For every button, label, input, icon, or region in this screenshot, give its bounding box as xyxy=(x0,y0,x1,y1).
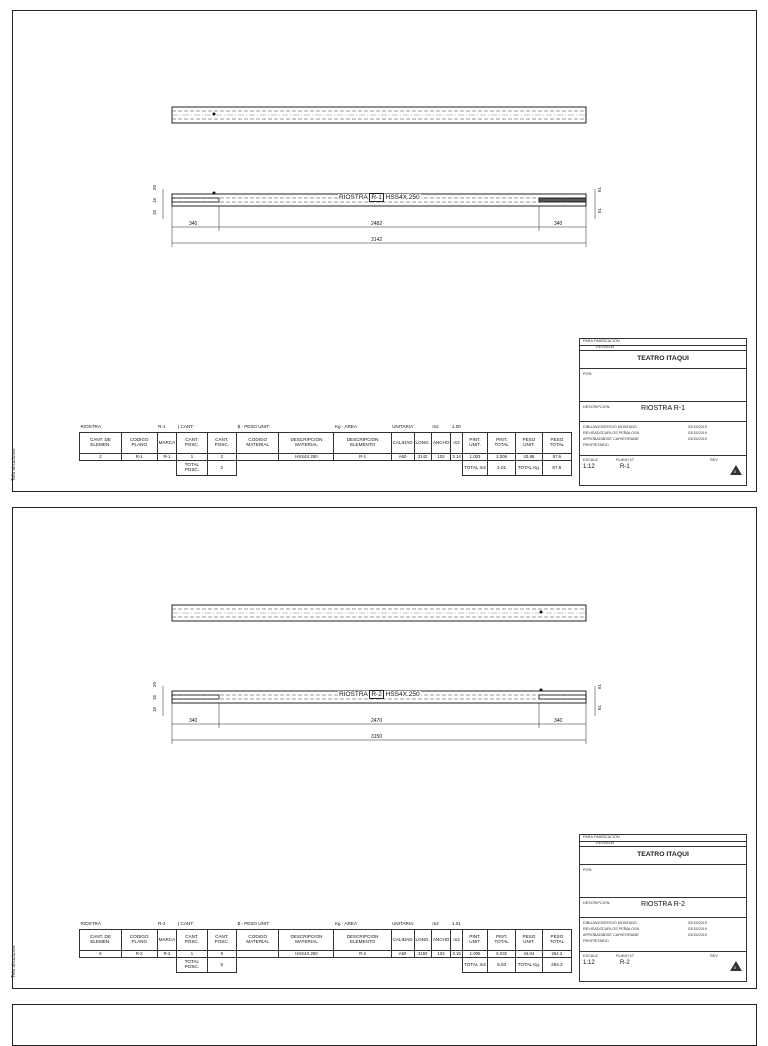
table-cell: HSS4X.250 xyxy=(279,454,334,461)
por-label: POR: xyxy=(583,372,593,376)
col-header: DESCRIPCION ELEMENTO xyxy=(334,433,391,454)
table-cell: 2 xyxy=(207,454,237,461)
member-label-text: RIOSTRA xyxy=(339,194,368,201)
tb-row-label: REVISADO xyxy=(583,927,603,931)
table-title: RIOSTRA xyxy=(80,919,158,930)
total-kg-label: TOTAL Kg. xyxy=(516,461,543,476)
col-header: PINT. UNIT. xyxy=(462,930,487,951)
col-header: LONG. xyxy=(414,930,431,951)
table-row xyxy=(80,454,572,461)
tb-name: JOSE CAPATORAME xyxy=(602,933,639,937)
total-m2-value: 2.01 xyxy=(488,461,516,476)
plano-label: PLANO N° xyxy=(616,954,635,958)
member-drawing xyxy=(13,508,756,808)
side-dim-right-2: 61 xyxy=(597,704,603,711)
col-header: PINT. TOTAL xyxy=(488,433,516,454)
col-header: CODIGO PLANO xyxy=(121,433,157,454)
col-header: m2 xyxy=(451,433,462,454)
col-header: CANT. POSC. xyxy=(207,930,237,951)
col-header: CALIDAD xyxy=(391,930,414,951)
member-mark: R-1 xyxy=(371,194,382,201)
table-cell: 3150 xyxy=(414,951,431,958)
table-cell xyxy=(237,951,279,958)
side-dim-left-1: 20 xyxy=(152,681,158,688)
side-dim-left-3: 16 xyxy=(152,706,158,713)
tb-date: 03/15/2019 xyxy=(688,431,708,435)
table-cell: R-1 xyxy=(334,454,391,461)
member-top-view xyxy=(172,107,586,123)
table-cell: 3142 xyxy=(414,454,431,461)
col-header: CODIGO MATERIAL xyxy=(237,930,279,951)
tb-row-label: DIBUJADO xyxy=(583,921,603,925)
col-header: LONG. xyxy=(414,433,431,454)
project-title: TEATRO ITAQUI xyxy=(637,851,689,858)
table-cell: 264.2 xyxy=(542,951,571,958)
member-drawing xyxy=(13,11,756,311)
table-cell: 6.032 xyxy=(488,951,516,958)
total-posc-value: 2 xyxy=(207,461,237,476)
drawing-sheet-2 xyxy=(12,507,757,989)
side-dim-right-1: 61 xyxy=(597,186,603,193)
table-mark: R-1 xyxy=(157,422,177,433)
description-label: DESCRIPCION: xyxy=(583,901,611,905)
table-cell: 1 xyxy=(177,951,207,958)
table-area-value: 1.01 xyxy=(451,919,488,930)
total-m2-label: TOTAL m2 xyxy=(462,958,487,973)
plano-value: R-1 xyxy=(620,464,630,470)
rev-value: 0 xyxy=(734,966,737,970)
table-peso: $ - PESO UNIT: xyxy=(237,422,334,433)
table-kg-area: Kg - AREA xyxy=(334,919,391,930)
col-header: PINT. TOTAL xyxy=(488,930,516,951)
table-kg-area: Kg - AREA xyxy=(334,422,391,433)
col-header: ANCHO xyxy=(431,433,451,454)
table-cell: R-2 xyxy=(157,951,177,958)
table-peso: $ - PESO UNIT: xyxy=(237,919,334,930)
col-header: PESO UNIT. xyxy=(516,930,543,951)
side-dim-right-1: 61 xyxy=(597,683,603,690)
col-header: CODIGO PLANO xyxy=(121,930,157,951)
title-block xyxy=(579,834,747,982)
tb-row-label: PROPIETARIO xyxy=(583,939,609,943)
plano-label: PLANO N° xyxy=(616,458,635,462)
tb-row-label: REVISADO xyxy=(583,431,603,435)
table-area-value: 1.00 xyxy=(451,422,488,433)
member-mark: R-2 xyxy=(371,691,382,698)
description-label: DESCRIPCION: xyxy=(583,405,611,409)
col-header: CANT. DE ELEMEN. xyxy=(80,930,122,951)
table-cell: 102 xyxy=(431,454,451,461)
dim-total: 3150 xyxy=(371,734,383,740)
material-table xyxy=(79,422,572,476)
tb-row-label: REVISION xyxy=(596,345,615,349)
dim-total: 3142 xyxy=(371,237,383,243)
col-header: CANT. POSC. xyxy=(207,433,237,454)
side-label: Tela structures xyxy=(11,448,17,481)
col-header: CANT. DE ELEMEN. xyxy=(80,433,122,454)
table-cell: 3.14 xyxy=(452,453,461,459)
col-header: DESCRIPCION MATERIAL xyxy=(279,930,334,951)
plano-value: R-2 xyxy=(620,960,630,966)
table-cell: 102 xyxy=(431,951,451,958)
por-label: POR: xyxy=(583,868,593,872)
tb-row-label: PROPIETARIO xyxy=(583,443,609,447)
tb-name: SERGIO MONTANO xyxy=(602,921,637,925)
drawing-sheet-3 xyxy=(12,1004,757,1046)
table-cant: ( CANT: xyxy=(177,919,237,930)
table-cell: R-1 xyxy=(157,454,177,461)
total-kg-label: TOTAL Kg. xyxy=(516,958,543,973)
project-title: TEATRO ITAQUI xyxy=(637,355,689,362)
title-block xyxy=(579,338,747,486)
table-cell: HSS4X.250 xyxy=(279,951,334,958)
table-cell: 1.005 xyxy=(462,951,487,958)
table-cell: 1.003 xyxy=(462,454,487,461)
col-header: CODIGO MATERIAL xyxy=(237,433,279,454)
side-label: Tela structures xyxy=(11,945,17,978)
total-m2-value: 6.03 xyxy=(488,958,516,973)
col-header: PESO TOTAL xyxy=(542,930,571,951)
table-cell: 6 xyxy=(207,951,237,958)
member-label-text: RIOSTRA xyxy=(339,691,368,698)
rev-label: REV. xyxy=(710,954,719,958)
dim-end-right: 340 xyxy=(554,221,563,227)
table-cell: R-1 xyxy=(121,454,157,461)
table-cell: A50 xyxy=(391,951,414,958)
side-dim-left-1: 20 xyxy=(152,184,158,191)
member-profile: HSS4X.250 xyxy=(385,691,420,698)
table-cell: 1 xyxy=(177,454,207,461)
tb-name: JOSE CAPATORAME xyxy=(602,437,639,441)
table-unitaria: UNITARIA: xyxy=(391,422,431,433)
escala-label: ESCALE xyxy=(583,954,598,958)
material-table xyxy=(79,919,572,973)
table-m2: m2 xyxy=(431,422,451,433)
total-posc-label: TOTAL POSC. xyxy=(177,461,207,476)
member-label xyxy=(338,691,421,698)
col-header: CANT. POSC. xyxy=(177,930,207,951)
side-dim-left-3: 16 xyxy=(152,209,158,216)
tb-row-label: REVISION xyxy=(596,841,615,845)
table-cell: A50 xyxy=(391,454,414,461)
side-dim-left-2: 16 xyxy=(152,197,158,204)
tb-row-label: PARA FABRICACION xyxy=(583,835,620,839)
col-header: CALIDAD xyxy=(391,433,414,454)
escala-value: 1:12 xyxy=(583,464,595,470)
member-label xyxy=(338,194,421,201)
member-profile: HSS4X.250 xyxy=(385,194,420,201)
tb-date: 03/15/2019 xyxy=(688,927,708,931)
table-cell: R-2 xyxy=(334,951,391,958)
tb-row-label: APROBADO xyxy=(583,933,605,937)
table-cell: 3.15 xyxy=(452,950,461,956)
tb-date: 03/15/2019 xyxy=(688,933,708,937)
table-cant: ( CANT: xyxy=(177,422,237,433)
tb-row-label: APROBADO xyxy=(583,437,605,441)
tb-date: 03/15/2019 xyxy=(688,425,708,429)
tb-row-label: PARA FABRICACION xyxy=(583,339,620,343)
total-posc-label: TOTAL POSC. xyxy=(177,958,207,973)
dim-middle: 2482 xyxy=(371,221,383,227)
table-cell: 6 xyxy=(80,951,122,958)
tb-date: 03/15/2019 xyxy=(688,921,708,925)
drawing-sheet-1 xyxy=(12,10,757,492)
table-cell: 43.88 xyxy=(516,454,543,461)
description: RIOSTRA R-2 xyxy=(641,901,685,908)
rev-value: 0 xyxy=(734,470,737,474)
table-mark: R-2 xyxy=(157,919,177,930)
col-header: DESCRIPCION MATERIAL xyxy=(279,433,334,454)
rev-label: REV. xyxy=(710,458,719,462)
dim-end-left: 340 xyxy=(189,221,198,227)
escala-value: 1:12 xyxy=(583,960,595,966)
total-posc-value: 6 xyxy=(207,958,237,973)
col-header: PINT. UNIT. xyxy=(462,433,487,454)
col-header: CANT. POSC. xyxy=(177,433,207,454)
member-top-view xyxy=(172,605,586,621)
dim-end-left: 340 xyxy=(189,718,198,724)
col-header: DESCRIPCION ELEMENTO xyxy=(334,930,391,951)
table-cell: 87.6 xyxy=(542,454,571,461)
total-kg-value: 264.2 xyxy=(542,958,571,973)
tb-date: 03/15/2019 xyxy=(688,437,708,441)
col-header: ANCHO xyxy=(431,930,451,951)
tb-row-label: DIBUJADO xyxy=(583,425,603,429)
col-header: m2 xyxy=(451,930,462,951)
table-title: RIOSTRA xyxy=(80,422,158,433)
side-dim-right-2: 61 xyxy=(597,207,603,214)
table-unitaria: UNITARIA: xyxy=(391,919,431,930)
col-header: PESO TOTAL xyxy=(542,433,571,454)
tb-name: CARLOS PEÑALOSA xyxy=(602,431,640,435)
col-header: PESO UNIT. xyxy=(516,433,543,454)
description: RIOSTRA R-1 xyxy=(641,405,685,412)
dim-end-right: 340 xyxy=(554,718,563,724)
tb-name: CARLOS PEÑALOSA xyxy=(602,927,640,931)
table-cell: 44.04 xyxy=(516,951,543,958)
col-header: MARCA xyxy=(157,433,177,454)
table-cell xyxy=(237,454,279,461)
table-cell: R-2 xyxy=(121,951,157,958)
col-header: MARCA xyxy=(157,930,177,951)
total-m2-label: TOTAL m2 xyxy=(462,461,487,476)
tb-name: SERGIO MONTANO xyxy=(602,425,637,429)
total-kg-value: 87.6 xyxy=(542,461,571,476)
table-row xyxy=(80,951,572,958)
escala-label: ESCALE xyxy=(583,458,598,462)
table-m2: m2 xyxy=(431,919,451,930)
dim-middle: 2470 xyxy=(371,718,383,724)
table-cell: 2 xyxy=(80,454,122,461)
side-dim-left-2: 16 xyxy=(152,694,158,701)
table-cell: 2.006 xyxy=(488,454,516,461)
